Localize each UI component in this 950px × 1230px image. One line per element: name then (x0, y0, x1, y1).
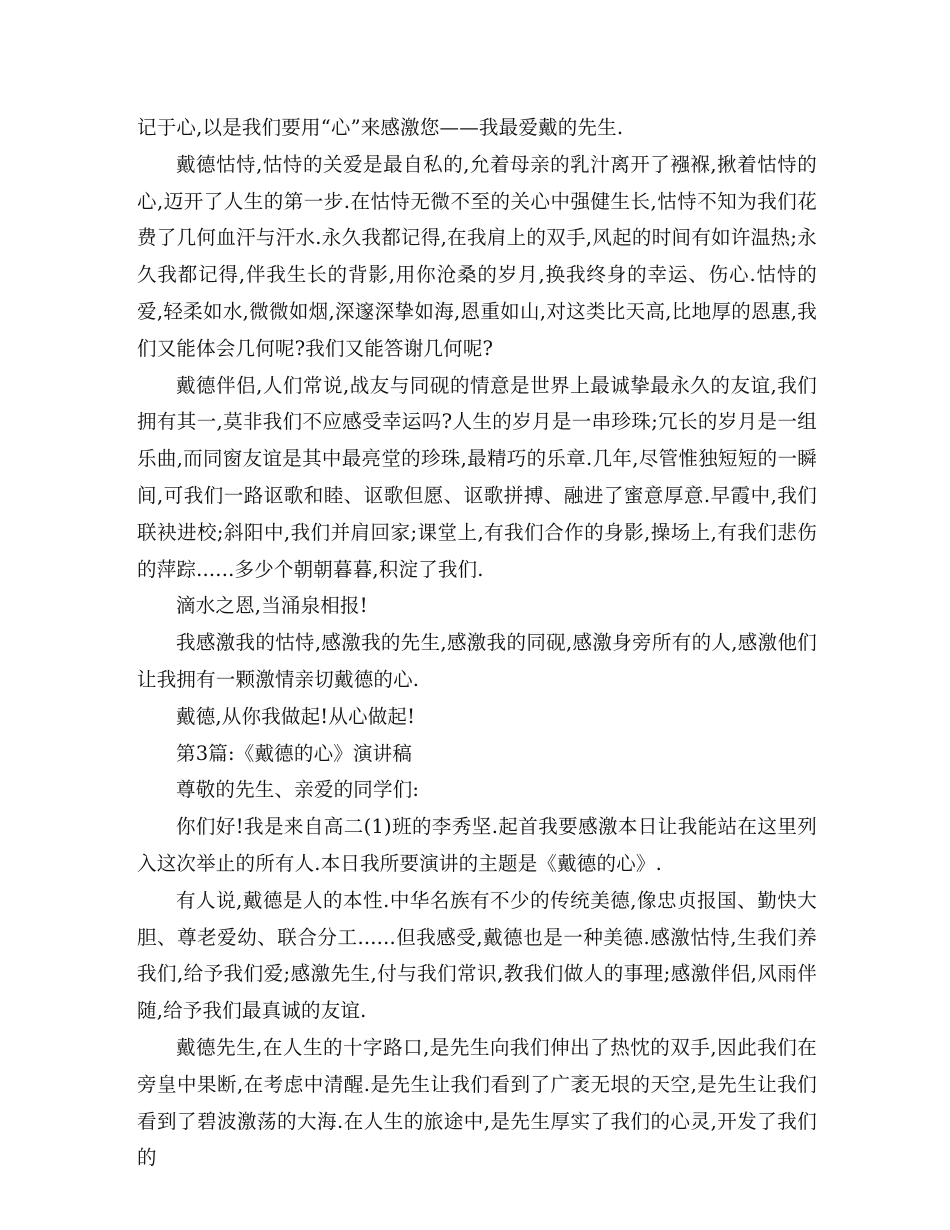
paragraph-9: 你们好!我是来自高二(1)班的李秀坚.起首我要感激本日让我能站在这里列入这次举止的所有人.本日我所要演讲的主题是《戴德的心》. (137, 815, 817, 875)
paragraph-10: 有人说,戴德是人的本性.中华名族有不少的传统美德,像忠贞报国、勤快大胆、尊老爱幼、联合分工......但我感受,戴德也是一种美德.感激怙恃,生我们养我们,给予我们爱;感激先生,付与我们常识,教我们做人的事理;感激伴侣,风雨伴随,给予我们最真诚的友谊. (137, 888, 817, 1023)
paragraph-1: 记于心,以是我们要用“心”来感激您——我最爱戴的先生. (137, 116, 624, 139)
paragraph-2: 戴德怙恃,怙恃的关爱是最自私的,允着母亲的乳汁离开了襁褓,揪着怙恃的心,迈开了人生的第一步.在怙恃无微不至的关心中强健生长,怙恃不知为我们花费了几何血汗与汗水.永久我都记得,在我肩上的双手,风起的时间有如许温热;永久我都记得,伴我生长的背影,用你沧桑的岁月,换我终身的幸运、伤心.怙恃的爱,轻柔如水,微微如烟,深邃深挚如海,恩重如山,对这类比天高,比地厚的恩惠,我们又能体会几何呢?我们又能答谢几何呢? (137, 152, 817, 360)
document-body (137, 110, 817, 1177)
section-heading: 第3篇:《戴德的心》演讲稿 (176, 741, 413, 765)
paragraph-3: 戴德伴侣,人们常说,战友与同砚的情意是世界上最诚挚最永久的友谊,我们拥有其一,莫非我们不应感受幸运吗?人生的岁月是一串珍珠;冗长的岁月是一组乐曲,而同窗友谊是其中最亮堂的珍珠,最精巧的乐章.几年,尽管惟独短短的一瞬间,可我们一路讴歌和睦、讴歌但愿、讴歌拼搏、融进了蜜意厚意.早霞中,我们联袂进校;斜阳中,我们并肩回家;课堂上,有我们合作的身影,操场上,有我们悲伤的萍踪......多少个朝朝暮暮,积淀了我们. (137, 373, 817, 581)
paragraph-4: 滴水之恩,当涌泉相报! (176, 594, 368, 618)
paragraph-11: 戴德先生,在人生的十字路口,是先生向我们伸出了热忱的双手,因此我们在旁皇中果断,在考虑中清醒.是先生让我们看到了广袤无垠的天空,是先生让我们看到了碧波激荡的大海.在人生的旅途中,是先生厚实了我们的心灵,开发了我们的 (137, 1035, 817, 1170)
paragraph-5: 我感激我的怙恃,感激我的先生,感激我的同砚,感激身旁所有的人,感激他们让我拥有一颗激情亲切戴德的心. (137, 631, 817, 691)
paragraph-6: 戴德,从你我做起!从心做起! (176, 704, 416, 728)
salutation: 尊敬的先生、亲爱的同学们: (176, 778, 420, 802)
